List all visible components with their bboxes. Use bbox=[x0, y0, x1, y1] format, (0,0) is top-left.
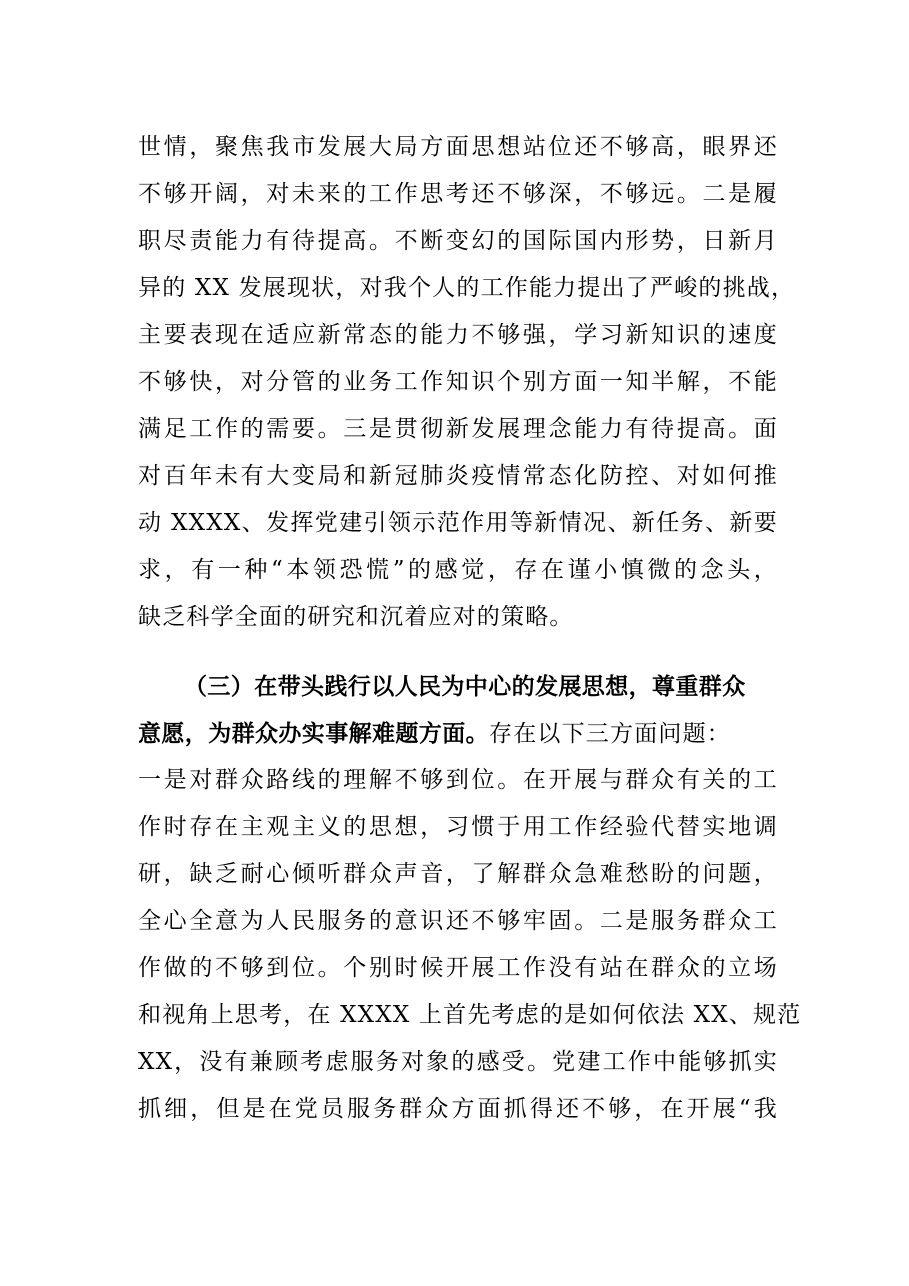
paragraph-1 bbox=[138, 124, 796, 641]
text-line: 作时存在主观主义的思想，习惯于用工作经验代替实地调 bbox=[138, 814, 778, 840]
text-line: XX，没有兼顾考虑服务对象的感受。党建工作中能够抓实 bbox=[138, 1049, 778, 1075]
heading-trailing-text: 存在以下三方面问题： bbox=[489, 721, 731, 747]
paragraph-gap bbox=[138, 641, 778, 663]
text-line: 对百年未有大变局和新冠肺炎疫情常态化防控、对如何推 bbox=[138, 463, 778, 489]
text-line: 职尽责能力有待提高。不断变幻的国际国内形势，日新月 bbox=[138, 228, 778, 254]
section-heading-continued: 意愿，为群众办实事解难题方面。 bbox=[138, 720, 489, 747]
text-line: 求，有一种“本领恐慌”的感觉，存在谨小慎微的念头， bbox=[138, 557, 778, 583]
text-line: 研，缺乏耐心倾听群众声音，了解群众急难愁盼的问题， bbox=[138, 861, 778, 887]
text-line: 抓细，但是在党员服务群众方面抓得还不够，在开展“我 bbox=[138, 1096, 778, 1122]
paragraph-2 bbox=[138, 663, 802, 1133]
text-line: 不够快，对分管的业务工作知识个别方面一知半解，不能 bbox=[138, 369, 778, 395]
text-line: 和视角上思考，在 XXXX 上首先考虑的是如何依法 XX、规范 bbox=[138, 1002, 802, 1028]
heading-continuation-line bbox=[138, 710, 778, 757]
text-line: 缺乏科学全面的研究和沉着应对的策略。 bbox=[138, 604, 574, 630]
text-line: 一是对群众路线的理解不够到位。在开展与群众有关的工 bbox=[138, 767, 778, 793]
section-heading: （三）在带头践行以人民为中心的发展思想，尊重群众 bbox=[184, 673, 746, 700]
text-line: 作做的不够到位。个别时候开展工作没有站在群众的立场 bbox=[138, 955, 778, 981]
text-line: 主要表现在适应新常态的能力不够强，学习新知识的速度 bbox=[138, 322, 778, 348]
text-line: 全心全意为人民服务的意识还不够牢固。二是服务群众工 bbox=[138, 908, 778, 934]
text-line: 满足工作的需要。三是贯彻新发展理念能力有待提高。面 bbox=[138, 416, 778, 442]
document-body bbox=[138, 124, 802, 1133]
text-line: 异的 XX 发展现状，对我个人的工作能力提出了严峻的挑战， bbox=[138, 275, 796, 301]
text-line: 不够开阔，对未来的工作思考还不够深，不够远。二是履 bbox=[138, 181, 778, 207]
text-line: 动 XXXX、发挥党建引领示范作用等新情况、新任务、新要 bbox=[138, 510, 778, 536]
text-line: 世情，聚焦我市发展大局方面思想站位还不够高，眼界还 bbox=[138, 134, 778, 160]
